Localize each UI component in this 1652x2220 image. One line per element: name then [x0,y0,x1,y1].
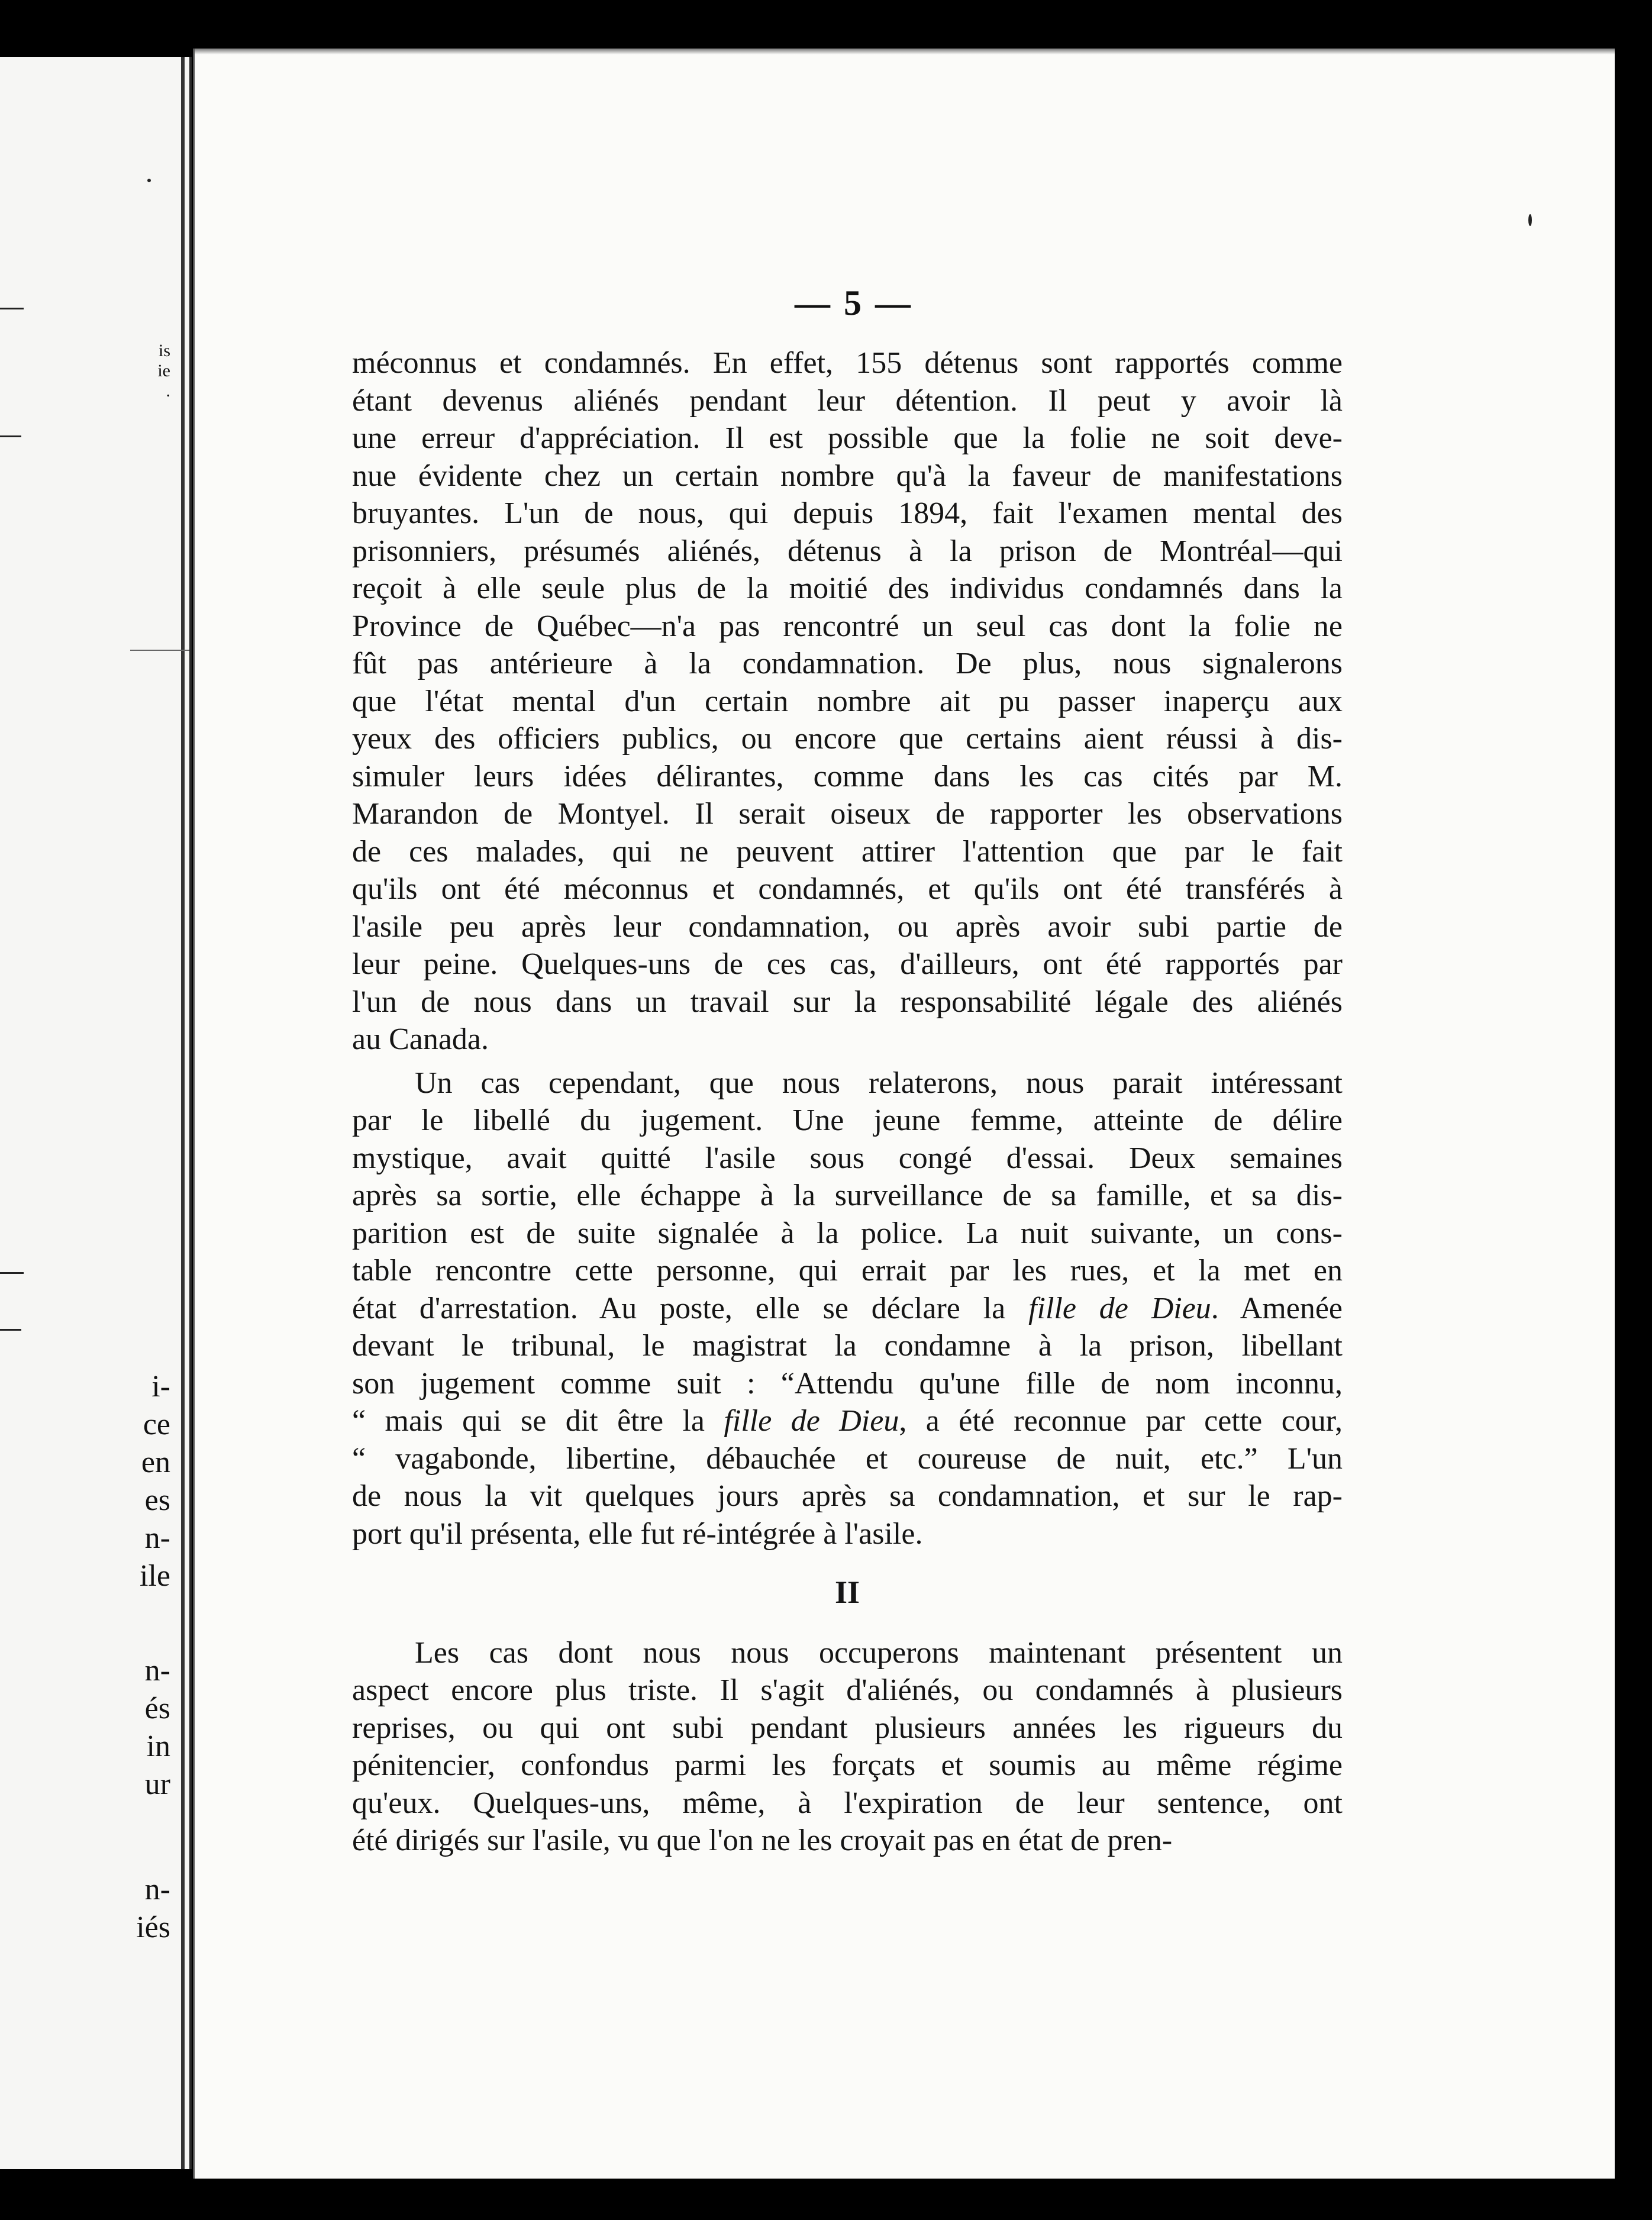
scan-speck [147,179,151,182]
paragraph-2 [352,1064,1343,1553]
page-top-edge [195,49,1615,54]
margin-fragment: iés [136,1911,170,1944]
text-line: par le libellé du jugement. Une jeune femme, atteinte de délire [352,1103,1343,1137]
text-line: reprises, ou qui ont subi pendant plusieurs années les rigueurs du [352,1711,1343,1745]
text-line: l'un de nous dans un travail sur la responsabilité légale des aliénés [352,985,1343,1019]
text-line: reçoit à elle seule plus de la moitié des individus condamnés dans la [352,572,1343,605]
text-line: Un cas cependant, que nous relaterons, nous parait intéressant [415,1066,1343,1100]
margin-fragment: ile [140,1559,170,1593]
text-line: été dirigés sur l'asile, vu que l'on ne les croyait pas en état de pren- [352,1824,1173,1857]
text-line: simuler leurs idées délirantes, comme dans les cas cités par M. [352,759,1343,793]
scan-speck [1528,214,1532,226]
divider-rule [0,435,21,437]
document-page [193,49,1615,2179]
text-line: étant devenus aliénés pendant leur détention. Il peut y avoir là [352,383,1343,418]
divider-rule [0,1272,24,1274]
text-line: leur peine. Quelques-uns de ces cas, d'ailleurs, ont été rapportés par [352,947,1343,981]
divider-rule [0,1329,21,1331]
text-line: “ vagabonde, libertine, débauchée et coureuse de nuit, etc.” L'un [352,1441,1343,1476]
text-line: yeux des officiers publics, ou encore que certains aient réussi à dis- [352,722,1343,756]
margin-fragment: n- [144,1654,170,1687]
text-line: méconnus et condamnés. En effet, 155 détenus sont rapportés comme [352,346,1343,380]
previous-page-edge [0,57,192,2169]
text-line: au Canada. [352,1022,489,1056]
text-line: bruyantes. L'un de nous, qui depuis 1894, fait l'examen mental des [352,496,1343,530]
text-line: que l'état mental d'un certain nombre ait pu passer inaperçu aux [352,684,1343,718]
margin-fragment: n- [144,1521,170,1555]
margin-fragment: n- [144,1873,170,1906]
text-line: de ces malades, qui ne peuvent attirer l'attention que par le fait [352,834,1343,869]
text-line: de nous la vit quelques jours après sa condamnation, et sur le rap- [352,1479,1343,1513]
text-line: Province de Québec—n'a pas rencontré un seul cas dont la folie ne [352,609,1343,643]
text-line: après sa sortie, elle échappe à la surveillance de sa famille, et sa dis- [352,1179,1343,1212]
text-line: une erreur d'appréciation. Il est possible que la folie ne soit deve- [352,421,1343,455]
divider-rule [130,650,189,651]
margin-fragment: in [146,1729,170,1763]
margin-fragment: is [158,341,170,360]
text-line: aspect encore plus triste. Il s'agit d'aliénés, ou condamnés à plusieurs [352,1673,1343,1707]
margin-fragment: ur [144,1767,170,1801]
section-heading: II [834,1574,860,1610]
text-line: son jugement comme suit : “Attendu qu'une fille de nom inconnu, [352,1366,1343,1401]
page-gutter [181,57,185,2169]
text-line: Les cas dont nous nous occuperons maintenant présentent un [415,1635,1343,1670]
text-line: fût pas antérieure à la condamnation. De plus, nous signalerons [352,647,1343,680]
divider-rule [0,308,24,309]
margin-fragment: ie [157,361,170,380]
text-line: parition est de suite signalée à la police. La nuit suivante, un cons- [352,1216,1343,1250]
text-line: qu'eux. Quelques-uns, même, à l'expiration de leur sentence, ont [352,1786,1343,1820]
text-line: qu'ils ont été méconnus et condamnés, et qu'ils ont été transférés à [352,872,1343,906]
margin-fragment: i- [151,1370,170,1403]
page-number: — 5 — [795,283,913,322]
body-text [352,344,1343,1860]
paragraph-1 [352,344,1343,1059]
margin-fragment: en [141,1445,170,1479]
text-line: nue évidente chez un certain nombre qu'à la faveur de manifestations [352,459,1343,493]
text-line: mystique, avait quitté l'asile sous congé d'essai. Deux semaines [352,1141,1343,1175]
margin-fragment: es [144,1483,170,1517]
text-line: l'asile peu après leur condamnation, ou après avoir subi partie de [352,909,1343,944]
text-line: table rencontre cette personne, qui errait par les rues, et la met en [352,1254,1343,1288]
text-line: port qu'il présenta, elle fut ré-intégrée à l'asile. [352,1516,923,1551]
text-line: pénitencier, confondus parmi les forçats et soumis au même régime [352,1748,1343,1782]
text-line: prisonniers, présumés aliénés, détenus à la prison de Montréal—qui [352,534,1343,568]
text-line: devant le tribunal, le magistrat la condamne à la prison, libellant [352,1329,1343,1363]
text-line: Marandon de Montyel. Il serait oiseux de rapporter les observations [352,797,1343,831]
margin-fragment: ce [143,1408,170,1441]
paragraph-3 [352,1634,1343,1860]
margin-fragment: . [166,381,170,401]
text-line: état d'arrestation. Au poste, elle se déclare la fille de Dieu. Amenée [352,1291,1343,1325]
margin-fragment: és [144,1692,170,1725]
text-line: “ mais qui se dit être la fille de Dieu, a été reconnue par cette cour, [352,1404,1343,1438]
